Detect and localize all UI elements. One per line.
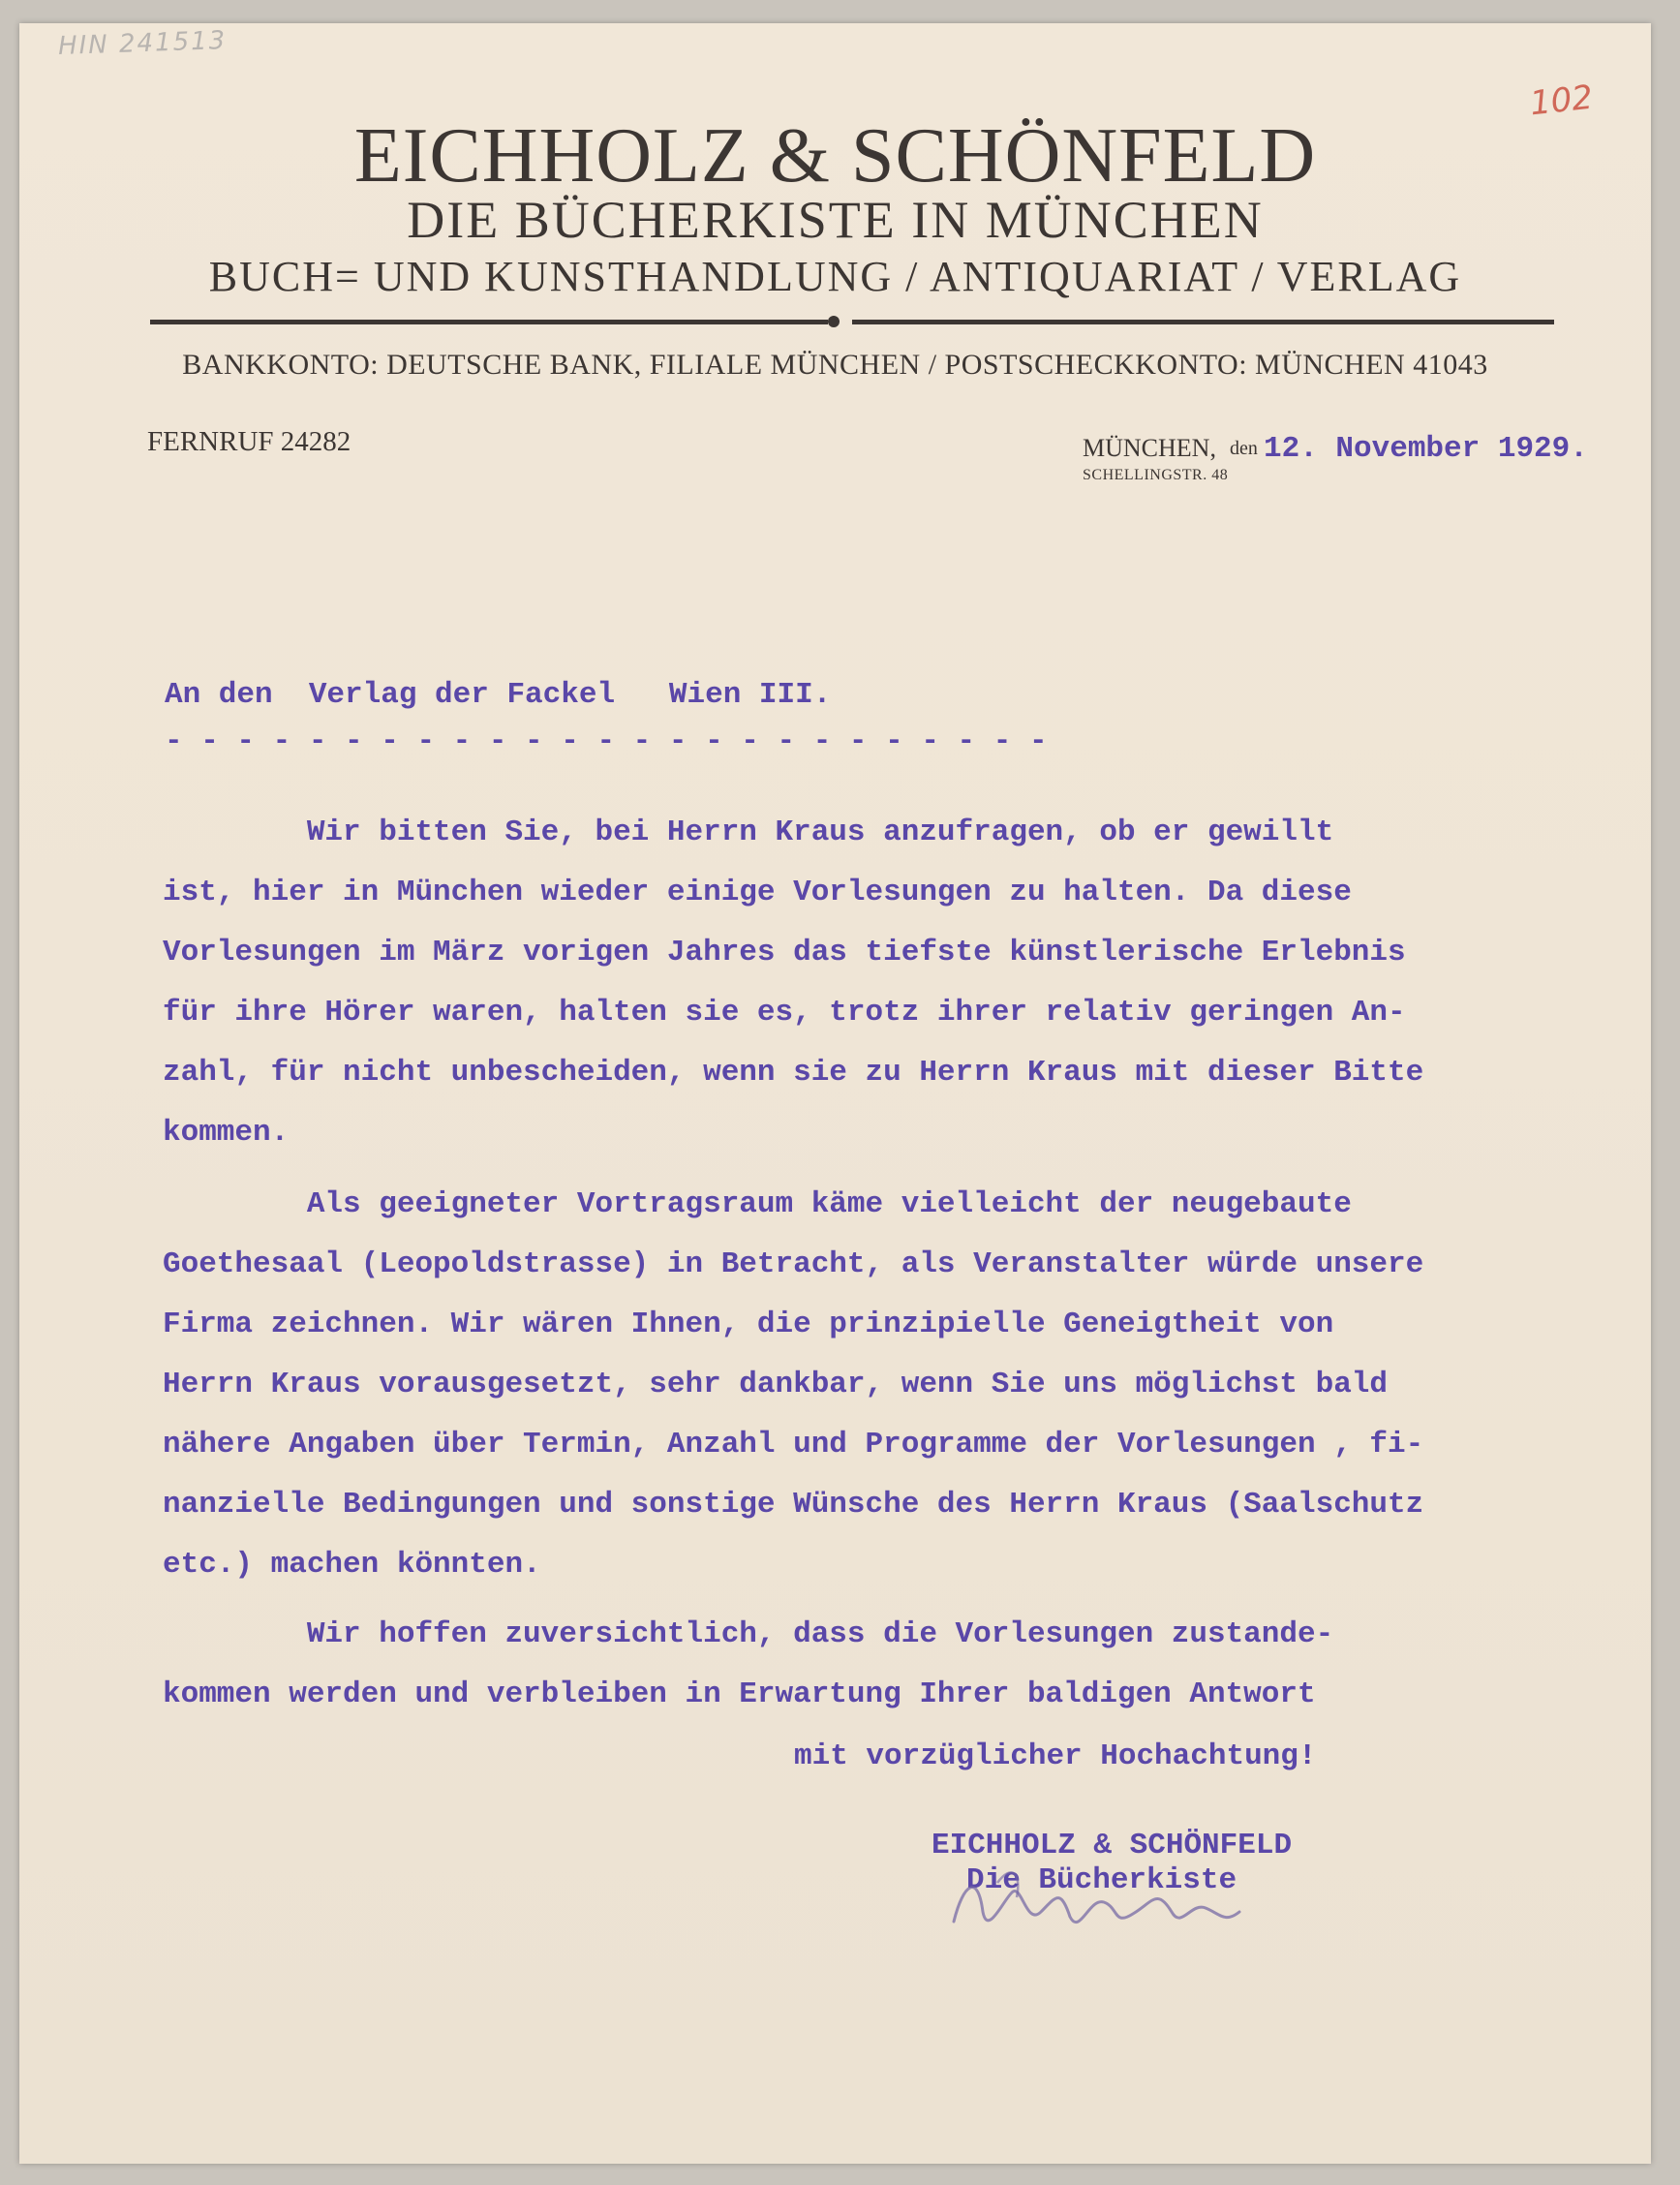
signature-subtitle: Die Bücherkiste	[966, 1863, 1237, 1897]
letterhead-rule-dot	[828, 316, 840, 327]
recipient-underline: - - - - - - - - - - - - - - - - - - - - - - - - -	[165, 724, 1048, 758]
folio-number: 102	[1528, 77, 1595, 124]
archive-pencil-note: HIN 241513	[57, 25, 228, 62]
letterhead-den: den	[1230, 438, 1258, 459]
body-line: für ihre Hörer waren, halten sie es, trotz ihrer relativ geringen An-	[163, 996, 1406, 1030]
letterhead-company-name: EICHHOLZ & SCHÖNFELD	[353, 113, 1317, 199]
signature-firm: EICHHOLZ & SCHÖNFELD	[932, 1829, 1293, 1862]
letterhead-trade-line: BUCH= UND KUNSTHANDLUNG / ANTIQUARIAT / VERLAG	[208, 253, 1462, 300]
letterhead-rule-right	[852, 320, 1554, 324]
letterhead-bank-details: BANKKONTO: DEUTSCHE BANK, FILIALE MÜNCHEN / POSTSCHECKKONTO: MÜNCHEN 41043	[182, 349, 1488, 381]
handwritten-signature	[944, 1844, 1264, 1951]
letterhead-phone: FERNRUF 24282	[147, 426, 351, 457]
body-line: Goethesaal (Leopoldstrasse) in Betracht, als Veranstalter würde unsere	[163, 1247, 1424, 1281]
body-line: ist, hier in München wieder einige Vorlesungen zu halten. Da diese	[163, 876, 1352, 909]
body-line: nanzielle Bedingungen und sonstige Wünsche des Herrn Kraus (Saalschutz	[163, 1488, 1424, 1522]
recipient-line: An den Verlag der Fackel Wien III.	[165, 678, 832, 712]
body-line: Wir bitten Sie, bei Herrn Kraus anzufragen, ob er gewillt	[163, 816, 1334, 849]
letterhead-street: SCHELLINGSTR. 48	[1083, 467, 1229, 483]
body-line: Firma zeichnen. Wir wären Ihnen, die prinzipielle Geneigtheit von	[163, 1308, 1334, 1341]
body-line: Als geeigneter Vortragsraum käme vielleicht der neugebaute	[163, 1187, 1352, 1221]
letter-sheet	[19, 23, 1651, 2164]
body-line: zahl, für nicht unbescheiden, wenn sie zu Herrn Kraus mit dieser Bitte	[163, 1056, 1424, 1090]
body-line: Wir hoffen zuversichtlich, dass die Vorlesungen zustande-	[163, 1617, 1334, 1651]
letterhead-city: MÜNCHEN,	[1083, 434, 1216, 462]
body-line: nähere Angaben über Termin, Anzahl und Programme der Vorlesungen , fi-	[163, 1428, 1424, 1462]
body-line: Vorlesungen im März vorigen Jahres das tiefste künstlerische Erlebnis	[163, 936, 1406, 969]
body-line: Herrn Kraus vorausgesetzt, sehr dankbar, wenn Sie uns möglichst bald	[163, 1368, 1389, 1401]
letter-date: 12. November 1929.	[1264, 432, 1588, 466]
body-line: kommen.	[163, 1116, 290, 1150]
closing-line: mit vorzüglicher Hochachtung!	[794, 1739, 1317, 1773]
letterhead-subtitle: DIE BÜCHERKISTE IN MÜNCHEN	[407, 191, 1264, 249]
body-line: etc.) machen könnten.	[163, 1548, 541, 1582]
letterhead-rule-left	[150, 320, 828, 324]
body-line: kommen werden und verbleiben in Erwartung Ihrer baldigen Antwort	[163, 1677, 1316, 1711]
